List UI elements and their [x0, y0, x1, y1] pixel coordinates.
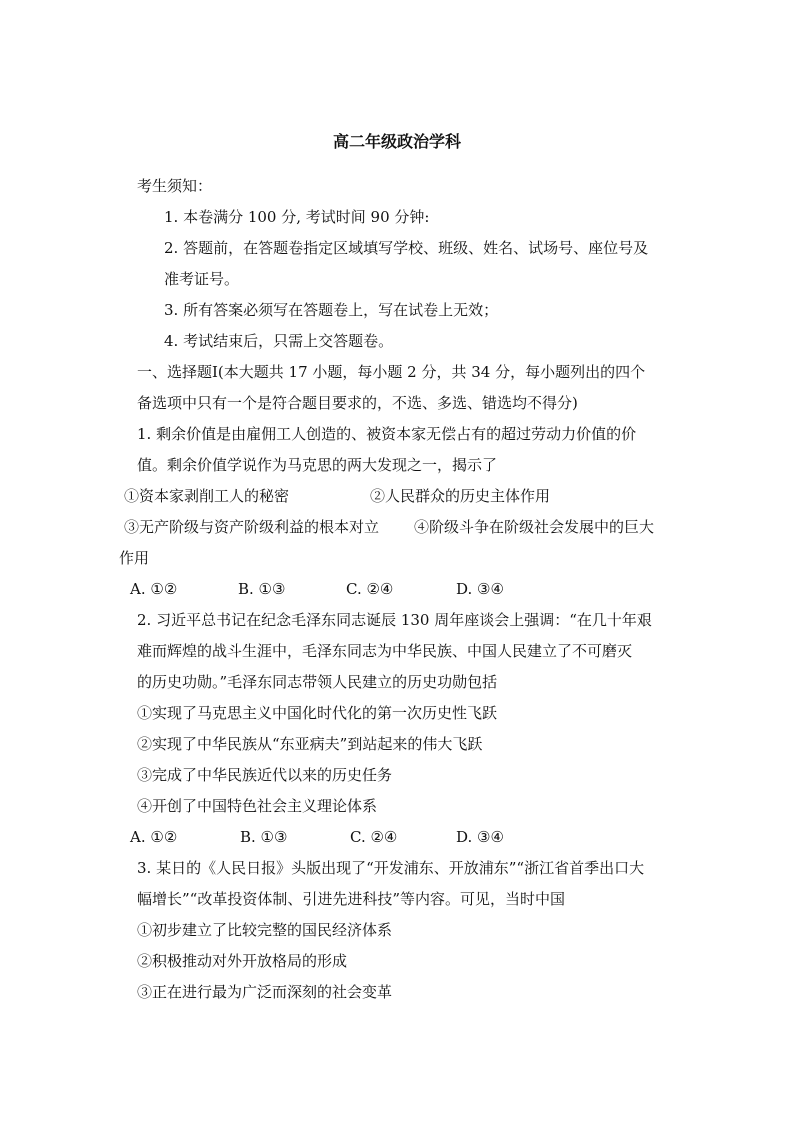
choice-c: C. ②④: [346, 580, 394, 598]
page-title: 高二年级政治学科: [333, 132, 462, 151]
question-3-option-1: ①初步建立了比较完整的国民经济体系: [137, 921, 393, 939]
question-3-stem-cont: 幅增长”“改革投资体制、引进先进科技”等内容。可见，当时中国: [137, 890, 566, 908]
notice-heading: 考生须知：: [137, 177, 213, 195]
notice-item-2-cont: 准考证号。: [164, 270, 240, 288]
notice-item-2: 2. 答题前，在答题卷指定区域填写学校、班级、姓名、试场号、座位号及: [164, 239, 649, 257]
question-2-stem-cont-2: 的历史功勋。”毛泽东同志带领人民建立的历史功勋包括: [137, 673, 498, 691]
question-2-stem: 2. 习近平总书记在纪念毛泽东同志诞辰 130 周年座谈会上强调：“在几十年艰: [137, 611, 652, 629]
section-heading-cont: 备选项中只有一个是符合题目要求的，不选、多选、错选均不得分): [137, 394, 578, 412]
question-1-stem-cont: 值。剩余价值学说作为马克思的两大发现之一，揭示了: [137, 456, 498, 474]
choice-a: A. ①②: [130, 828, 178, 846]
question-3-stem: 3. 某日的《人民日报》头版出现了“开发浦东、开放浦东”“浙江省首季出口大: [137, 859, 645, 877]
question-1-option-1: ①资本家剥削工人的秘密: [124, 487, 290, 505]
question-1-option-3: ③无产阶级与资产阶级利益的根本对立: [124, 518, 380, 536]
question-3-option-2: ②积极推动对外开放格局的形成: [137, 952, 348, 970]
notice-item-4: 4. 考试结束后，只需上交答题卷。: [164, 332, 394, 350]
choice-a: A. ①②: [130, 580, 178, 598]
question-2-option-2: ②实现了中华民族从“东亚病夫”到站起来的伟大飞跃: [137, 735, 483, 753]
question-2-option-4: ④开创了中国特色社会主义理论体系: [137, 797, 378, 815]
choice-d: D. ③④: [456, 828, 504, 846]
choice-c: C. ②④: [350, 828, 398, 846]
question-2-option-1: ①实现了马克思主义中国化时代化的第一次历史性飞跃: [137, 704, 498, 722]
question-2-stem-cont-1: 难而辉煌的战斗生涯中，毛泽东同志为中华民族、中国人民建立了不可磨灭: [137, 642, 633, 660]
question-2-option-3: ③完成了中华民族近代以来的历史任务: [137, 766, 393, 784]
question-3-option-3: ③正在进行最为广泛而深刻的社会变革: [137, 983, 393, 1001]
choice-b: B. ①③: [240, 828, 288, 846]
question-1-choices: [130, 579, 550, 599]
notice-item-3: 3. 所有答案必须写在答题卷上，写在试卷上无效；: [164, 301, 499, 319]
choice-b: B. ①③: [238, 580, 286, 598]
notice-item-1: 1. 本卷满分 100 分, 考试时间 90 分钟:: [164, 208, 430, 226]
question-2-choices: [130, 827, 550, 847]
question-1-option-4-cont: 作用: [119, 549, 150, 567]
choice-d: D. ③④: [456, 580, 504, 598]
section-heading: 一、选择题Ⅰ(本大题共 17 小题，每小题 2 分，共 34 分，每小题列出的四个: [137, 363, 646, 381]
question-1-option-2: ②人民群众的历史主体作用: [370, 487, 551, 505]
question-1-option-4: ④阶级斗争在阶级社会发展中的巨大: [414, 518, 655, 536]
question-1-stem: 1. 剩余价值是由雇佣工人创造的、被资本家无偿占有的超过劳动力价值的价: [137, 425, 637, 443]
